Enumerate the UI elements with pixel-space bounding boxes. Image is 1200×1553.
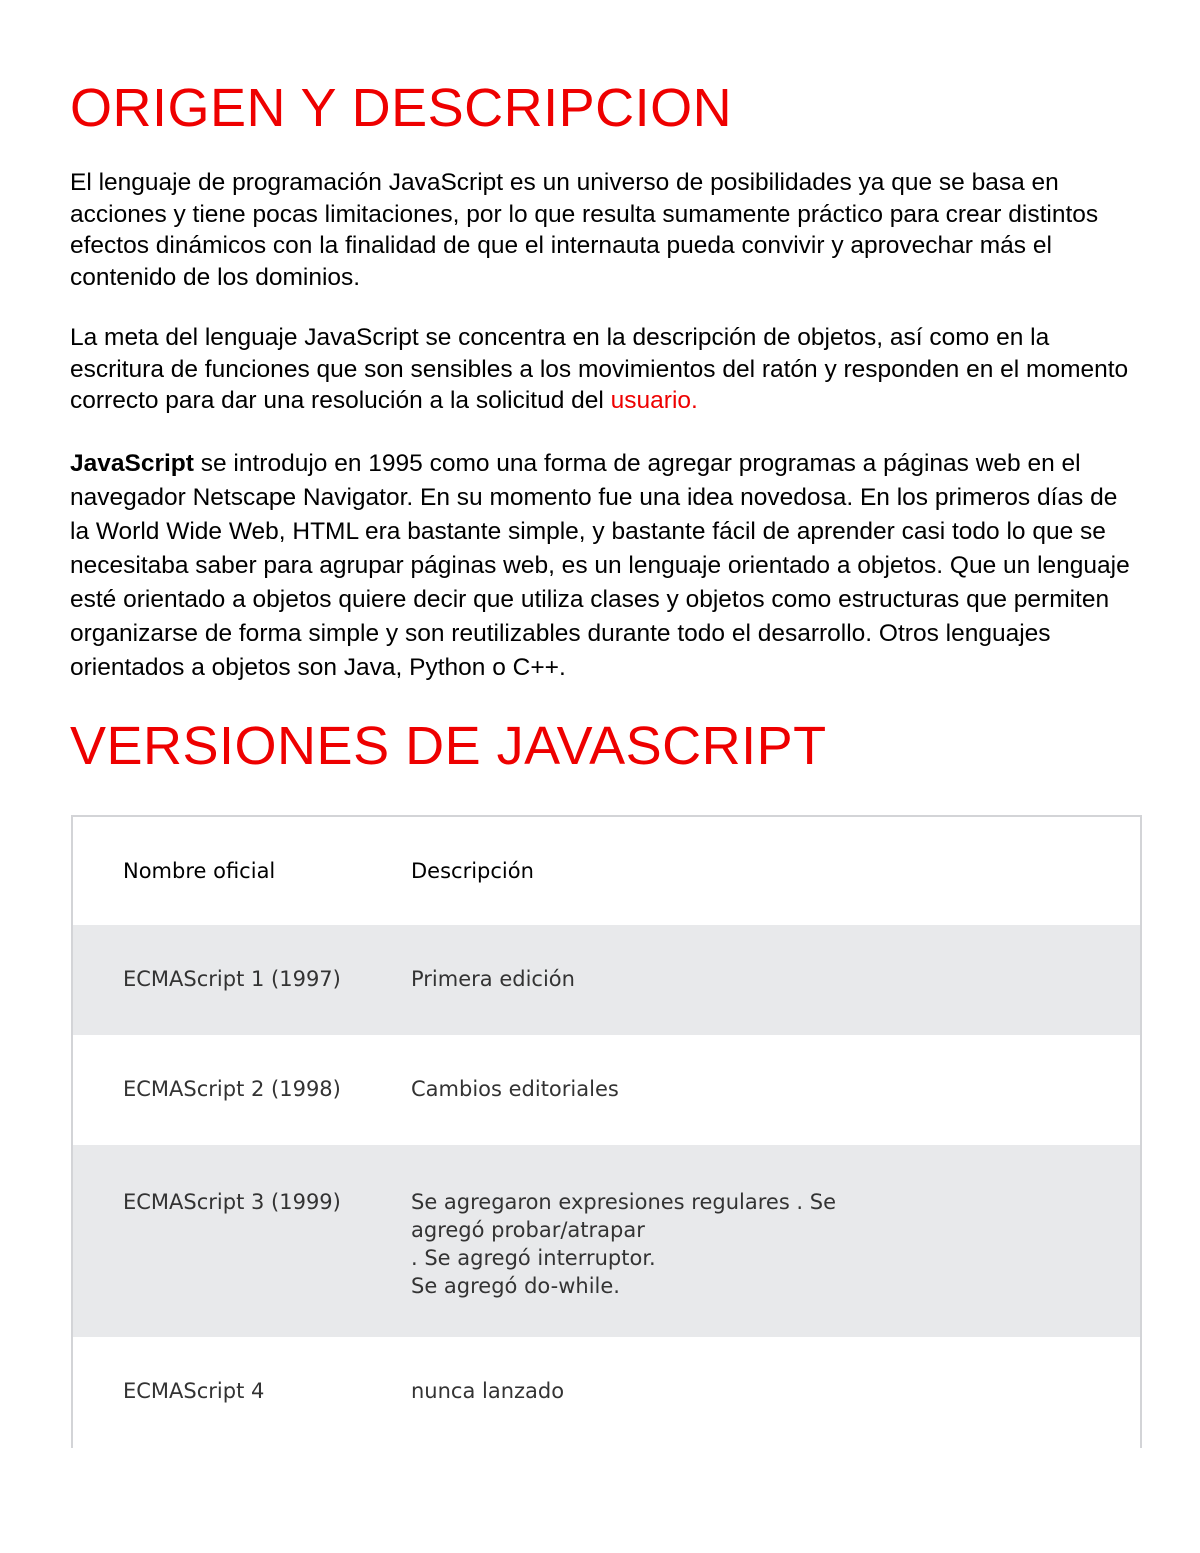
table-header-row [73,817,1140,925]
section-title-versiones: VERSIONES DE JAVASCRIPT [70,715,827,776]
paragraph-history [70,447,1142,685]
desc-line: Se agregaron expresiones regulares . Se [411,1190,837,1214]
desc-line: agregó probar/atrapar [411,1218,645,1242]
version-name-cell: ECMAScript 3 (1999) [123,1190,341,1214]
usuario-link[interactable]: usuario. [610,387,698,414]
javascript-bold-term: JavaScript [70,449,194,477]
header-descripcion: Descripción [411,859,534,883]
desc-line: Cambios editoriales [411,1077,619,1101]
paragraph-intro: El lenguaje de programación JavaScript es un universo de posibilidades ya que se basa en acciones y tiene pocas limitaciones, por lo que resulta sumamente práctico para crear distintos efectos dinámicos con la finalidad de que el internauta pueda convivir y aprovechar más el contenido de los dominios. [70,169,1099,291]
table-row [73,1035,1140,1145]
versions-table [71,815,1142,1448]
paragraph-meta-text: La meta del lenguaje JavaScript se concentra en la descripción de objetos, así como en la escritura de funciones que son sensibles a los movimientos del ratón y responden en el momento correcto para dar una resolución a la solicitud del [70,324,1129,414]
desc-line: nunca lanzado [411,1379,565,1403]
paragraph-history-text: se introdujo en 1995 como una forma de agregar programas a páginas web en el navegador Netscape Navigator. En su momento fue una idea novedosa. En los primeros días de la World Wide Web, HTML era bastante simple, y bastante fácil de aprender casi todo lo que se necesitaba saber para agrupar páginas web, es un lenguaje orientado a objetos. Que un lenguaje esté orientado a objetos quiere decir que utiliza clases y objetos como estructuras que permiten organizarse de forma simple y son reutilizables durante todo el desarrollo. Otros lenguajes orientados a objetos son Java, Python o C++. [70,449,1130,681]
table-row [73,925,1140,1035]
section-title-origen: ORIGEN Y DESCRIPCION [70,78,733,138]
version-name-cell: ECMAScript 2 (1998) [123,1077,341,1101]
table-row [73,1145,1140,1337]
table-row [73,1337,1140,1448]
version-name-cell: ECMAScript 1 (1997) [123,967,341,991]
document-page [70,70,1142,779]
version-name-cell: ECMAScript 4 [123,1379,265,1403]
desc-line: Primera edición [411,967,575,991]
header-nombre-oficial: Nombre oficial [123,859,276,883]
desc-line: Se agregó do-while. [411,1274,620,1298]
version-desc-cell [411,1377,931,1405]
version-desc-cell [411,1188,931,1300]
desc-line: . Se agregó interruptor. [411,1246,656,1270]
version-desc-cell [411,1075,931,1103]
paragraph-meta [70,322,1142,417]
version-desc-cell [411,965,931,993]
